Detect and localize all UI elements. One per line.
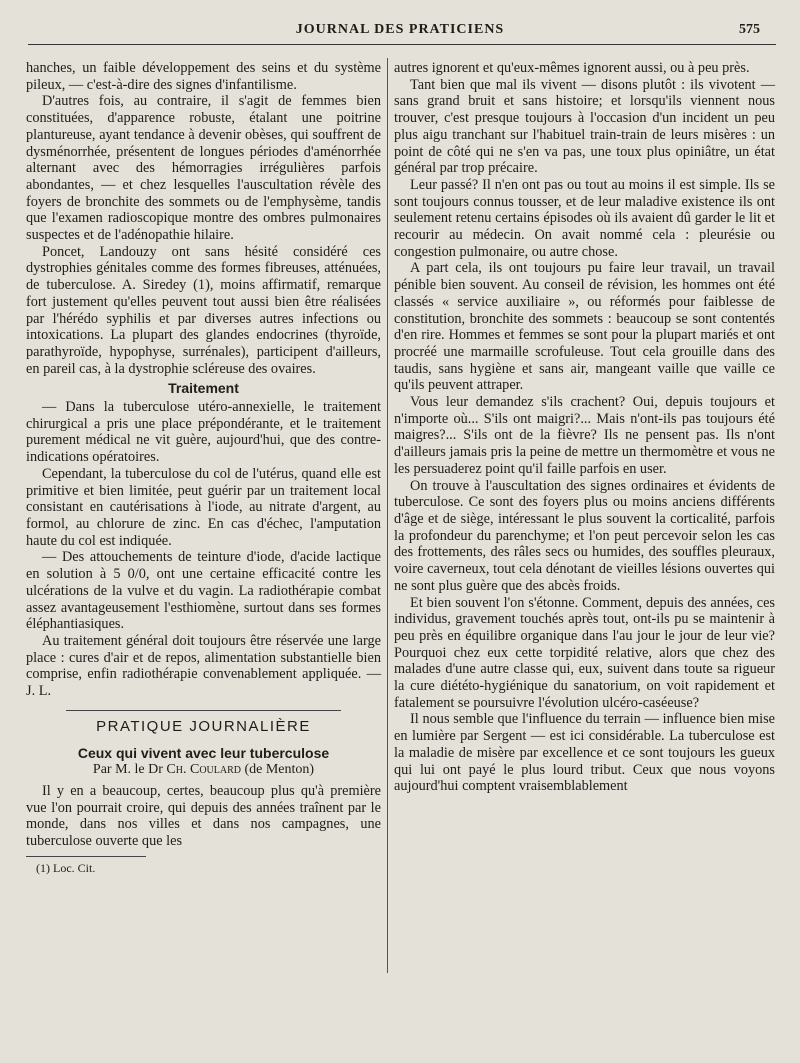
paragraph: Au traitement général doit toujours être réservée une large place : cures d'air et de repos, alimentation substantielle bien comprise, enfin radiothérapie convenablement appliquée. — J. L. (26, 632, 381, 700)
paragraph: Poncet, Landouzy ont sans hésité considéré ces dystrophies génitales comme des formes fibreuses, atténuées, de tuberculose. A. Siredey (1), moins affirmatif, remarque fort justement qu'elles peuvent tout aussi bien être réalisées par l'hérédo syphilis et par diverses autres infections ou intoxications. La plupart des glandes endocrines (thyroïde, parathyroïde, hypophyse, surrénales), participent d'ailleurs, en pareil cas, à la dystrophie scléreuse des ovaires. (26, 243, 381, 377)
paragraph: Cependant, la tuberculose du col de l'utérus, quand elle est primitive et bien limitée, peut guérir par un traitement local consistant en cautérisations à l'iode, au nitrate d'argent, au formol, au chlorure de zinc. En cas d'échec, l'amputation haute du col est indiquée. (26, 465, 381, 549)
rubric-rule (66, 710, 341, 711)
paragraph: autres ignorent et qu'eux-mêmes ignorent aussi, ou à peu près. (394, 60, 750, 76)
article-title: Ceux qui vivent avec leur tuberculose (77, 745, 330, 762)
page-number: 575 (739, 22, 760, 37)
paragraph: — Dans la tuberculose utéro-annexielle, le traitement chirurgical a pris une place prépondérante, et le traitement purement médical ne vit guère, aujourd'hui, que des contre-indications opératoires. (26, 399, 381, 466)
paragraph: On trouve à l'auscultation des signes ordinaires et évidents de tuberculose. Ce sont des foyers plus ou moins anciens différents d'âge et de siège, intéressant le plus souvent la corticalité, parfois la profondeur du parenchyme; et l'on peut percevoir selon les cas des frottements, des râles secs ou humides, des souffles pleuraux, voire caverneux, tout cela dénotant de vieilles lésions ouvertes qui ne sont plus guère que des abcès froids. (394, 477, 775, 594)
byline-prefix: Par M. le Dr (92, 762, 167, 778)
paragraph: A part cela, ils ont toujours pu faire leur travail, un travail pénible bien souvent. Au conseil de révision, les hommes ont été classés « service auxiliaire », ou réformés pour faiblesse de constitution, bronchite des sommets : beaucoup se sont contentés d'en rire. Hommes et femmes se sont pour la plupart mariés et ont procréé une marmaille scrofuleuse. Tout cela grouille dans des taudis, sans hygiène et sans air, mangeant vaille que vaille ce qu'ils peuvent attraper. (394, 260, 775, 394)
byline-suffix: (de Menton) (240, 762, 315, 778)
paragraph: Et bien souvent l'on s'étonne. Comment, depuis des années, ces individus, gravement touchés après tout, ont-ils pu se maintenir à peu près en équilibre organique dans l'au jour le jour de leur vie? Pourquoi chez eux cette torpidité relative, alors que chez des malades d'une autre classe qui, eux, suivent dans toute sa rigueur la cure diététo-hygiénique du sanatorium, on voit rapidement et fatalement se poursuivre l'évolution ulcéro-caséeuse? (394, 594, 775, 711)
footnote: (1) Loc. Cit. (36, 860, 96, 875)
journal-title: JOURNAL DES PRATICIENS (295, 22, 505, 37)
footnote-rule (26, 856, 146, 857)
rubric-title: PRATIQUE JOURNALIÈRE (96, 717, 311, 735)
byline (26, 762, 381, 779)
paragraph: Il y en a beaucoup, certes, beaucoup plus qu'à première vue l'on pourrait croire, qui depuis des années traînent par le monde, dans nos villes et dans nos campagnes, une tuberculose ouverte que les (26, 782, 381, 849)
paragraph: — Des attouchements de teinture d'iode, d'acide lactique en solution à 5 0/0, ont une certaine efficacité contre les ulcérations de la vulve et du vagin. La radiothérapie combat assez avantageusement l'esthiomène, surtout dans ses formes éléphantiasiques. (26, 549, 381, 633)
section-heading-traitement: Traitement (168, 380, 239, 397)
paragraph: Leur passé? Il n'en ont pas ou tout au moins il est simple. Ils se sont toujours connus tousser, et de leur maladive existence ils ont seulement retenu certains épisodes où ils avaient dû garder le lit et recourir au médecin. On avait nommé cela : pleurésie ou congestion pulmonaire, ou autre chose. (394, 176, 775, 260)
column-divider (387, 58, 388, 973)
paragraph: D'autres fois, au contraire, il s'agit de femmes bien constituées, d'apparence robuste, étalant une poitrine plantureuse, ayant tendance à devenir obèses, qui souffrent de dysménorrhée, présentent de longues périodes d'aménorrhée alternant avec des hémorragies irrégulières parfois abondantes, — et chez lesquelles l'auscultation révèle des foyers de bronchite des sommets ou de l'emphysème, tandis que l'examen radioscopique montre des ombres pulmonaires suspectes et de l'adénopathie hilaire. (26, 93, 381, 244)
paragraph: hanches, un faible développement des seins et du système pileux, — c'est-à-dire des signes d'infantilisme. (26, 60, 381, 93)
header-rule (28, 44, 776, 45)
paragraph: Vous leur demandez s'ils crachent? Oui, depuis toujours et n'importe où... S'ils ont maigri?... Mais n'ont-ils pas toujours été maigres?... S'ils ont de la fièvre? Ils ne pensent pas. Ils n'ont d'ailleurs jamais pris la peine de mettre un thermomètre et vous ne les persuaderez point qu'il faille parfois en user. (394, 394, 775, 477)
page-header (28, 22, 772, 44)
byline-author: Ch. Coulard (166, 762, 241, 778)
paragraph: Il nous semble que l'influence du terrain — influence bien mise en lumière par Sergent — est ici considérable. La tuberculose est la maladie de misère par excellence et ce sont toujours les gueux qui lui ont payé le plus lourd tribut. Ceux que nous voyons aujourd'hui comptent vraisemblablement (394, 711, 775, 795)
left-column (26, 60, 381, 876)
right-column (394, 60, 775, 795)
paragraph: Tant bien que mal ils vivent — disons plutôt : ils vivotent — sans grand bruit et sans histoire; et lorsqu'ils viennent nous trouver, c'est presque toujours à l'occasion d'un incident un peu plus aigu tranchant sur l'habituel train-train de leurs misères : un point de côté qui ne s'en va pas, une toux plus opiniâtre, un état général par trop précaire. (394, 76, 775, 177)
